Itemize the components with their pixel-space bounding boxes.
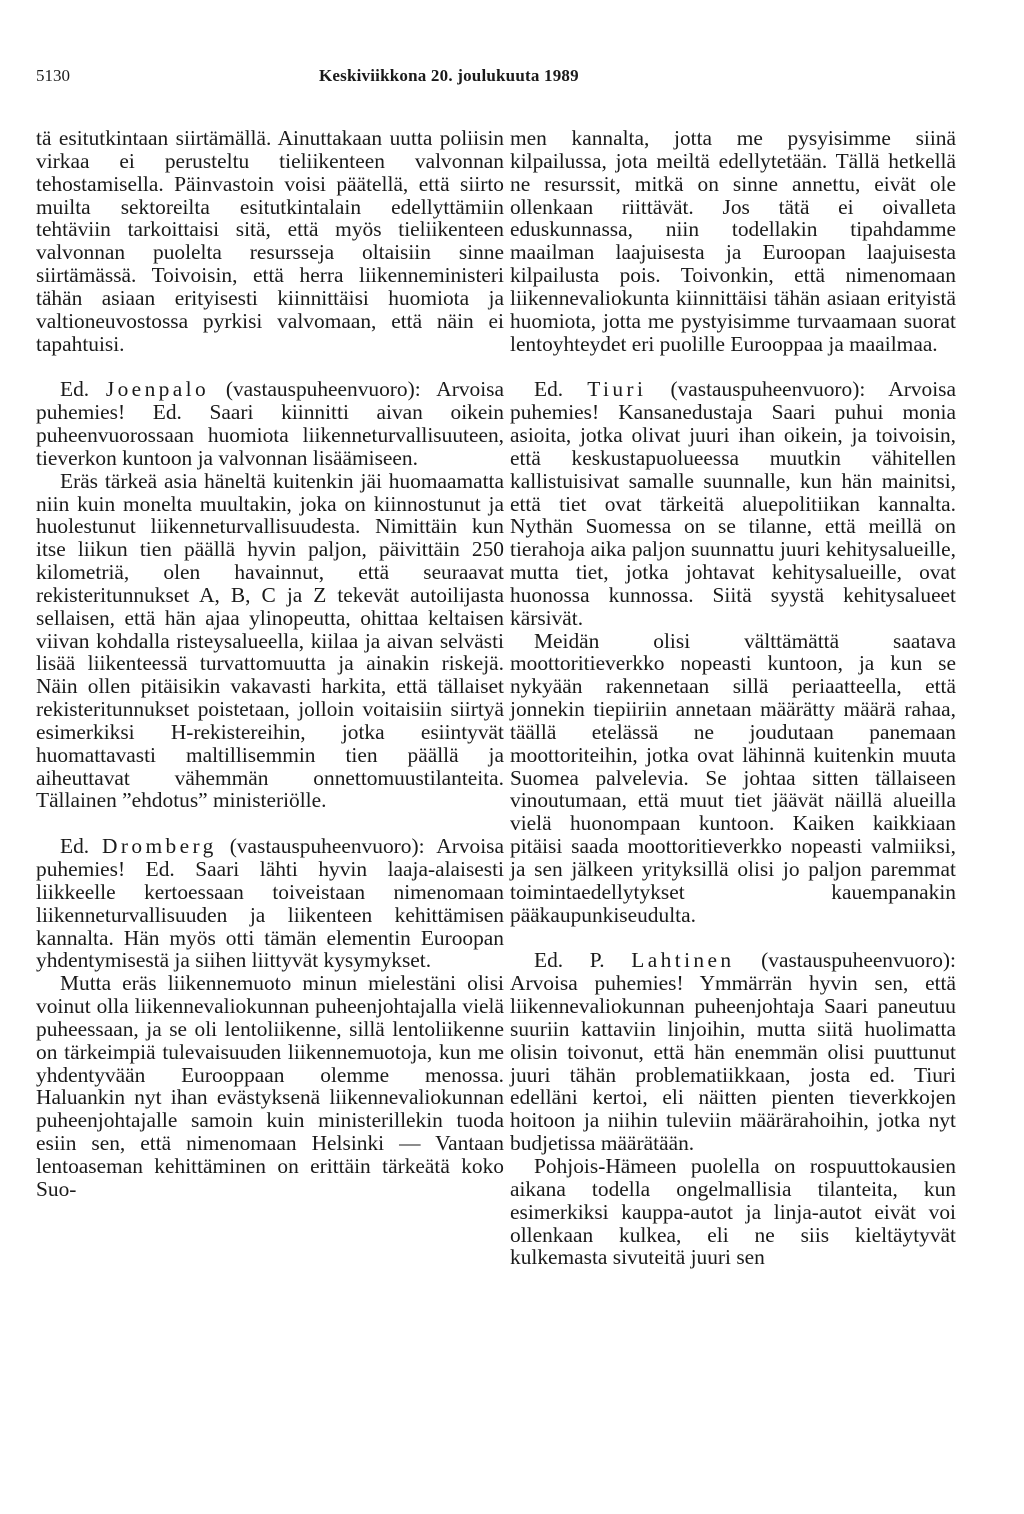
left-column [36, 127, 504, 1201]
speech-joenpalo [36, 378, 504, 469]
paragraph: Pohjois-Hämeen puolella on rospuuttokausien aikana todella ongelmallisia tilanteita, kun esimerkiksi kauppa-autot ja linja-autot eivät voi ollenkaan kulkea, eli ne siis kieltäytyvät kulkemasta sivuteitä juuri sen [510, 1153, 956, 1270]
speaker-name-lahtinen: Lahtinen [631, 948, 735, 973]
paragraph: Meidän olisi välttämättä saatava moottoritieverkko nopeasti kuntoon, ja kun se nykyään rakennetaan sillä periaatteella, että jonnekin tiepiiriin annetaan määrätty määrä rahaa, täällä etelässä ne joudutaan panemaan moottoriteihin, jotka ovat lähinnä kuitenkin muuta Suomea palvelevia. Se johtaa sitten tällaiseen vinoutumaan, että muut tiet jäävät näillä alueilla vielä huonompaan kuntoon. Kaiken kaikkiaan pitäisi saada moottoritieverkko nopeasti valmiiksi, ja sen jälkeen yrityksillä olisi jo paljon paremmat toimintaedellytykset kauempanakin pääkaupunkiseudulta. [510, 628, 956, 927]
paragraph: Mutta eräs liikennemuoto minun mielestäni olisi voinut olla liikennevaliokunnan puheenjohtajalla vielä puheessaan, ja se oli lentoliikenne, sillä lentoliikenne on tärkeimpiä tulevaisuuden liikennemuotoja, kun me yhdentyvään Eurooppaan olemme menossa. Haluankin nyt ihan evästyksenä liikennevaliokunnan puheenjohtajalle samoin kuin ministerillekin tuoda esiin sen, että nimenomaan Helsinki — Vantaan lentoaseman kehittäminen on erittäin tärkeätä koko Suo- [36, 971, 504, 1201]
running-title: Keskiviikkona 20. joulukuuta 1989 [319, 66, 579, 85]
paragraph-continuation: tä esitutkintaan siirtämällä. Ainuttakaan uutta poliisin virkaa ei perusteltu tieliikenteen valvonnan tehostamisella. Päinvastoin voisi päätellä, että siirto muilta sektoreilta esitutkintalain edellyttämiin tehtäviin tarkoittaisi sitä, että myös tieliikenteen valvonnan puolelta resursseja oltaisiin sinne siirtämässä. Toivoisin, että herra liikenneministeri tähän asiaan erityisesti kiinnittäisi huomiota ja valtioneuvostossa pyrkisi valvomaan, että näin ei tapahtuisi. [36, 126, 504, 356]
speech-dromberg [36, 835, 504, 972]
speech-text: (vastauspuheenvuoro): Arvoisa puhemies! Ed. Saari kiinnitti aivan oikein puheenvuorossaan huomiota liikenneturvallisuuteen, tieverkon kuntoon ja valvonnan lisäämiseen. [36, 377, 504, 470]
speech-text: (vastauspuheenvuoro): Arvoisa puhemies! Ymmärrän hyvin sen, että liikennevaliokunnan puheenjohtaja Saari paneutuu suuriin kattaviin linjoihin, mutta siitä huolimatta olisin toivonut, että hän enemmän olisi puuttunut juuri tähän problematiikkaan, josta ed. Tiuri edelläni kertoi, eli näitten pienten tieverkkojen hoitoon ja niihin tuleviin määrärahoihin, jotka nyt budjetissa määrätään. [510, 948, 956, 1156]
speaker-prefix: Ed. P. [534, 948, 605, 973]
speech-tiuri [510, 378, 956, 629]
speaker-prefix: Ed. [60, 834, 90, 859]
paragraph: Eräs tärkeä asia häneltä kuitenkin jäi huomaamatta niin kuin monelta muultakin, joka on kiinnostunut ja huolestunut liikenneturvallisuudesta. Nimittäin kun itse liikun tien päällä hyvin paljon, päivittäin 250 kilometriä, olen havainnut, että seuraavat rekisteritunnukset A, B, C ja Z tekevät autoilijasta sellaisen, että hän ajaa ylinopeutta, ohittaa keltaisen viivan kohdalla risteysalueella, kiilaa ja aivan selvästi lisää liikenteessä turvattomuutta ja ainakin riskejä. Näin ollen pitäisikin vakavasti harkita, että tällaiset rekisteritunnukset poistetaan, jolloin voitaisiin siirtyä esimerkiksi H-rekistereihin, jotka esiintyvät huomattavasti maltillisemmin tien päällä ja aiheuttavat vähemmän onnettomuustilanteita. Tällainen ”ehdotus” ministeriölle. [36, 468, 504, 813]
speaker-name-tiuri: Tiuri [587, 377, 647, 402]
page-number: 5130 [36, 66, 70, 85]
right-column [510, 127, 956, 1269]
speech-text: (vastauspuheenvuoro): Arvoisa puhemies! Kansanedustaja Saari puhui monia asioita, jotka olivat juuri ihan oikein, ja toivoisin, että keskustapuolueessa muutkin vähitellen kallistuisivat samalle suunnalle, kun hän mainitsi, että tiet ovat tärkeitä aluepolitiikan kannalta. Nythän Suomessa on se tilanne, että meillä on tierahoja aika paljon suunnattu juuri kehitysalueille, mutta tiet, jotka johtavat kehitysalueille, ovat huonossa kunnossa. Siitä syystä kehitysalueet kärsivät. [510, 377, 956, 630]
speech-lahtinen [510, 949, 956, 1155]
speaker-name-dromberg: Dromberg [102, 834, 217, 859]
paragraph-continuation: men kannalta, jotta me pysyisimme siinä kilpailussa, jota meiltä edellytetään. Tällä hetkellä ne resurssit, mitkä on sinne annettu, eivät ole ollenkaan riittävät. Jos tätä ei oivalleta eduskunnassa, niin todellakin tipahdamme maailman laajuisesta ja Euroopan laajuisesta kilpailusta pois. Toivonkin, että nimenomaan liikennevaliokunta kiinnittäisi tähän asiaan erityistä huomiota, jotta me pystyisimme turvaamaan suorat lentoyhteydet eri puolille Eurooppaa ja maailmaa. [510, 126, 956, 356]
speaker-name-joenpalo: Joenpalo [105, 377, 210, 402]
speech-text: (vastauspuheenvuoro): Arvoisa puhemies! Ed. Saari lähti hyvin laaja-alaisesti liikkeelle kertoessaan toiveistaan nimenomaan liikenneturvallisuuden ja liikenteen kehittämisen kannalta. Hän myös otti tämän elementin Euroopan yhdentymisestä ja siihen liittyvät kysymykset. [36, 834, 504, 973]
speaker-prefix: Ed. [60, 377, 90, 402]
speaker-prefix: Ed. [534, 377, 564, 402]
